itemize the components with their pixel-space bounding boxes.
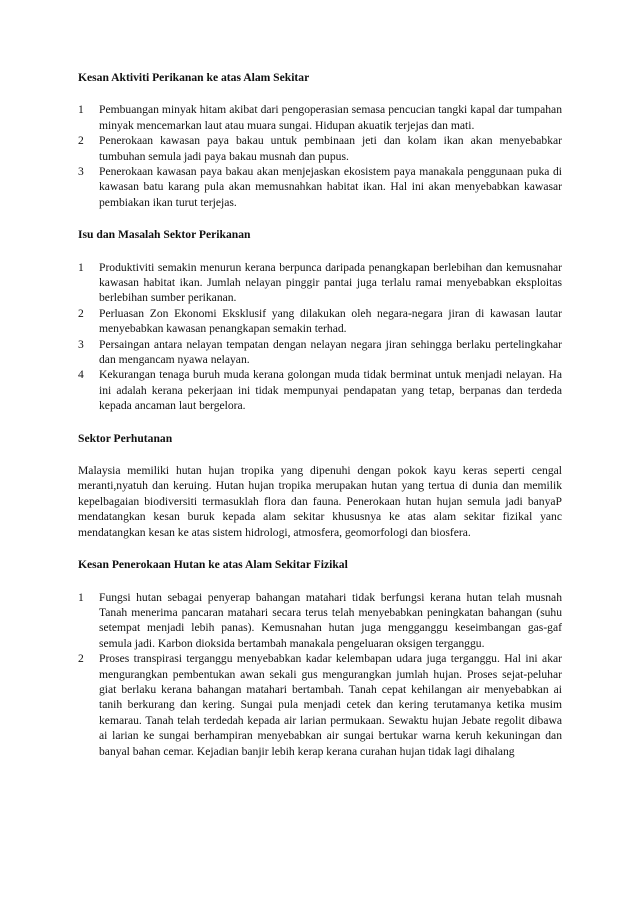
list-number: 2 <box>78 652 84 666</box>
list-item <box>78 133 562 164</box>
list-item-text: Kekurangan tenaga buruh muda kerana golongan muda tidak berminat untuk menjadi nelayan. Ha ini adalah kerana pekerjaan ini tidak mempunyai pendapatan yang tetap, berpanas dan terdeda kepada ancaman laut bergelora. <box>99 368 562 413</box>
list-number: 1 <box>78 260 84 274</box>
section-heading-fishing-issues: Isu dan Masalah Sektor Perikanan <box>78 228 251 242</box>
list-item-text: Penerokaan kawasan paya bakau akan menjejaskan ekosistem paya manakala penggunaan puka di kawasan batu karang pula akan memusnahkan habitat ikan. Hal ini akan menyebabkan kawasar pembiakan ikan turut terjejas. <box>99 165 562 209</box>
spacer <box>78 85 562 102</box>
list-number: 1 <box>78 103 84 117</box>
list-number: 2 <box>78 306 84 320</box>
list-item <box>78 102 562 133</box>
list-item-text: Fungsi hutan sebagai penyerap bahangan matahari tidak berfungsi kerana hutan telah musnah Tanah menerima pancaran matahari secara terus telah menyebabkan peningkatan bahangan (suhu setempat menjadi lebih panas). Kemusnahan hutan juga mengganggu keseimbangan gas-gaf semula jadi. Karbon dioksida bertambah manakala pengeluaran oksigen terganggu. <box>99 590 562 650</box>
spacer <box>78 210 562 227</box>
list-item <box>78 306 562 337</box>
section-heading-fishing-impact: Kesan Aktiviti Perikanan ke atas Alam Sekitar <box>78 71 310 84</box>
list-item-text: Perluasan Zon Ekonomi Eksklusif yang dilakukan oleh negara-negara jiran di kawasan lautar menyebabkan kawasan penangkapan semakin terhad. <box>99 306 562 336</box>
list-item-text: Pembuangan minyak hitam akibat dari pengoperasian semasa pencucian tangki kapal dar tumpahan minyak mencemarkan laut atau muara sungai. Hidupan akuatik terjejas dan mati. <box>99 103 562 132</box>
spacer <box>78 540 562 557</box>
section-heading-deforestation-impact: Kesan Penerokaan Hutan ke atas Alam Sekitar Fizikal <box>78 558 348 572</box>
list-item <box>78 590 562 652</box>
list-number: 2 <box>78 134 84 148</box>
section-heading-forestry: Sektor Perhutanan <box>78 431 173 445</box>
list-item-text: Proses transpirasi terganggu menyebabkan kadar kelembapan udara juga terganggu. Hal ini akar mengurangkan pembentukan awan sekali gus mengurangkan jumlah hujan. Proses sejat-peluhar giat berlaku kerana bahangan matahari bertambah. Tanah cepat kehilangan air menyebabkan ai tanih berkurang dan kering. Sungai pula menjadi cetek dan kering terutamanya ketika musim kemarau. Tanah telah terdedah kepada air larian permukaan. Sewaktu hujan Jebate regolit dibawa ai larian ke sungai berhampiran menyebabkan air sungai bertukar warna keruh kekuningan dan banyal bahan cemar. Kejadian banjir lebih kerap kerana curahan hujan tidak lagi dihalang <box>99 652 562 758</box>
deforestation-impact-list <box>78 590 562 759</box>
list-item <box>78 337 562 368</box>
fishing-issues-list <box>78 260 562 414</box>
spacer <box>78 446 562 463</box>
list-item-text: Penerokaan kawasan paya bakau untuk pembinaan jeti dan kolam ikan akan menyebabkar tumbuhan semula jadi paya bakau musnah dan pupus. <box>99 134 562 163</box>
forestry-paragraph: Malaysia memiliki hutan hujan tropika yang dipenuhi dengan pokok kayu keras seperti cengal meranti,nyatuh dan keruing. Hutan hujan tropika merupakan hutan yang tertua di dunia dan memilik kepelbagaian biodiversiti termasuklah flora dan fauna. Penerokaan hutan hujan semula jadi banyaP mendatangkan kesan buruk kepada alam sekitar khususnya ke atas alam sekitar fizikal yanc mendatangkan kesan ke atas sistem hidrologi, atmosfera, geomorfologi dan biosfera. <box>78 464 562 539</box>
spacer <box>78 573 562 590</box>
list-number: 3 <box>78 165 84 179</box>
list-item <box>78 367 562 413</box>
list-item <box>78 260 562 306</box>
document-page <box>78 70 562 759</box>
fishing-impact-list <box>78 102 562 210</box>
spacer <box>78 414 562 431</box>
list-number: 3 <box>78 337 84 351</box>
spacer <box>78 243 562 260</box>
list-item <box>78 164 562 210</box>
list-item-text: Produktiviti semakin menurun kerana berpunca daripada penangkapan berlebihan dan kemusnahar kawasan habitat ikan. Jumlah nelayan pinggir pantai juga terlalu ramai menyebabkan eksploitas berlebihan sumber perikanan. <box>99 260 562 305</box>
list-item <box>78 651 562 759</box>
list-item-text: Persaingan antara nelayan tempatan dengan nelayan negara jiran sehingga berlaku pertelingkahar dan mengancam nyawa nelayan. <box>99 337 562 367</box>
list-number: 1 <box>78 590 84 604</box>
list-number: 4 <box>78 368 84 382</box>
